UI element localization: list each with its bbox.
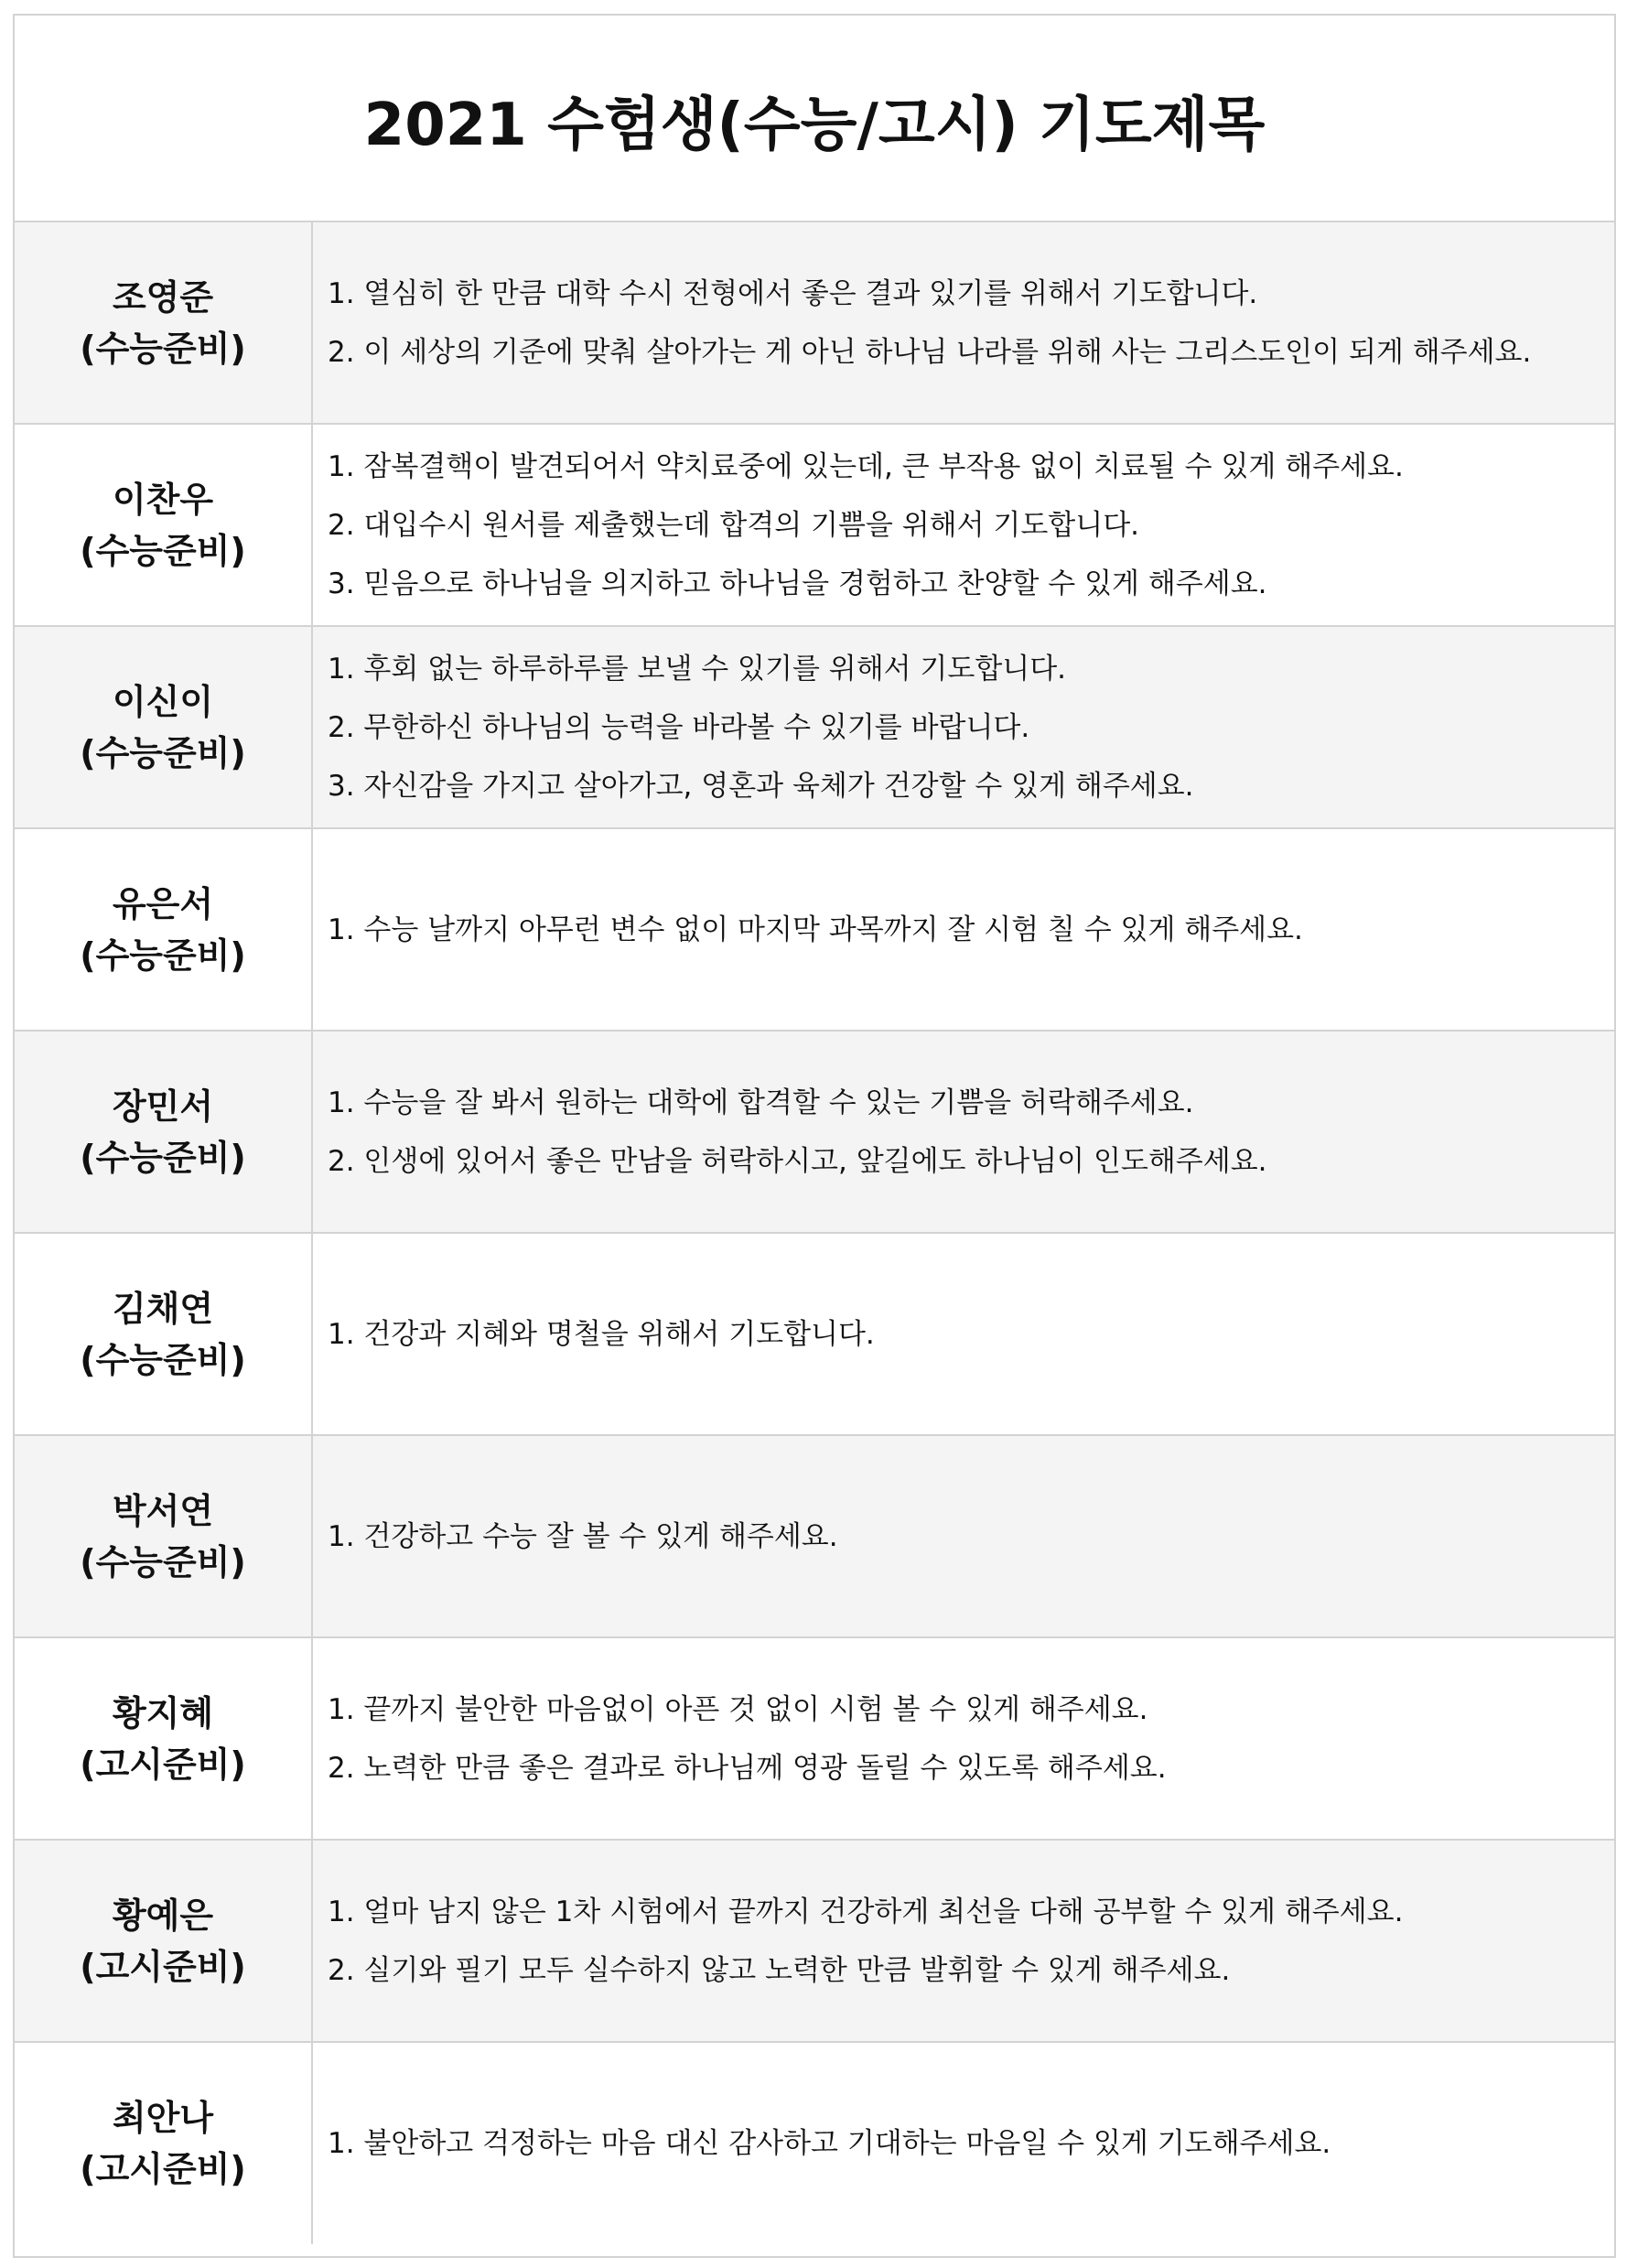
person-name: 최안나: [112, 2098, 214, 2138]
prayer-item: 1. 건강과 지혜와 명철을 위해서 기도합니다.: [328, 1317, 875, 1351]
prayer-item: 2. 이 세상의 기준에 맞춰 살아가는 게 아닌 하나님 나라를 위해 사는 그리스도인이 되게 해주세요.: [328, 335, 1532, 369]
person-cell: [15, 425, 313, 625]
prayer-item: 1. 잠복결핵이 발견되어서 약치료중에 있는데, 큰 부작용 없이 치료될 수 있게 해주세요.: [328, 449, 1404, 483]
prayer-item: 1. 불안하고 걱정하는 마음 대신 감사하고 기대하는 마음일 수 있게 기도해주세요.: [328, 2127, 1331, 2160]
prayer-items-cell: [313, 1841, 1614, 2041]
person-name: 김채연: [112, 1288, 214, 1329]
prayer-items-cell: [313, 1031, 1614, 1232]
person-name: 황예은: [112, 1895, 214, 1936]
table-row: [15, 829, 1614, 1031]
person-category: (수능준비): [80, 1339, 246, 1380]
prayer-item: 3. 자신감을 가지고 살아가고, 영혼과 육체가 건강할 수 있게 해주세요.: [328, 769, 1194, 803]
prayer-item: 1. 후회 없는 하루하루를 보낼 수 있기를 위해서 기도합니다.: [328, 652, 1067, 686]
person-category: (고시준비): [80, 1744, 246, 1785]
person-name: 이찬우: [112, 479, 214, 520]
person-name: 박서연: [112, 1490, 214, 1531]
person-cell: [15, 1841, 313, 2041]
prayer-item: 1. 열심히 한 만큼 대학 수시 전형에서 좋은 결과 있기를 위해서 기도합니다.: [328, 276, 1258, 310]
person-name: 유은서: [112, 883, 214, 924]
table-row: [15, 1031, 1614, 1234]
table-row: [15, 222, 1614, 425]
person-cell: [15, 627, 313, 827]
page-title: 2021 수험생(수능/고시) 기도제목: [363, 92, 1266, 159]
person-name: 이신이: [112, 681, 214, 722]
table-row: [15, 2043, 1614, 2244]
prayer-items-cell: [313, 829, 1614, 1030]
prayer-item: 1. 수능 날까지 아무런 변수 없이 마지막 과목까지 잘 시험 칠 수 있게 해주세요.: [328, 913, 1303, 946]
prayer-items-cell: [313, 1234, 1614, 1434]
person-category: (수능준비): [80, 1541, 246, 1582]
table-row: [15, 1436, 1614, 1638]
person-cell: [15, 829, 313, 1030]
prayer-items-cell: [313, 425, 1614, 625]
prayer-items-cell: [313, 222, 1614, 423]
table-row: [15, 1638, 1614, 1841]
person-category: (수능준비): [80, 732, 246, 773]
prayer-items-cell: [313, 1638, 1614, 1839]
person-cell: [15, 1031, 313, 1232]
person-cell: [15, 222, 313, 423]
prayer-item: 3. 믿음으로 하나님을 의지하고 하나님을 경험하고 찬양할 수 있게 해주세요.: [328, 567, 1267, 600]
person-name: 장민서: [112, 1085, 214, 1127]
table-row: [15, 1234, 1614, 1436]
prayer-item: 2. 노력한 만큼 좋은 결과로 하나님께 영광 돌릴 수 있도록 해주세요.: [328, 1751, 1167, 1785]
prayer-item: 2. 대입수시 원서를 제출했는데 합격의 기쁨을 위해서 기도합니다.: [328, 508, 1140, 542]
person-category: (수능준비): [80, 530, 246, 571]
person-category: (수능준비): [80, 328, 246, 369]
person-category: (수능준비): [80, 934, 246, 976]
prayer-item: 1. 수능을 잘 봐서 원하는 대학에 합격할 수 있는 기쁨을 허락해주세요.: [328, 1085, 1194, 1119]
person-cell: [15, 1638, 313, 1839]
person-category: (수능준비): [80, 1137, 246, 1178]
person-category: (고시준비): [80, 1946, 246, 1987]
prayer-items-cell: [313, 2043, 1614, 2244]
table-row: [15, 425, 1614, 627]
prayer-table: [15, 222, 1614, 2244]
prayer-item: 1. 건강하고 수능 잘 볼 수 있게 해주세요.: [328, 1519, 838, 1553]
title-header: [15, 16, 1614, 222]
table-row: [15, 1841, 1614, 2043]
person-category: (고시준비): [80, 2149, 246, 2189]
prayer-item: 2. 인생에 있어서 좋은 만남을 허락하시고, 앞길에도 하나님이 인도해주세요.: [328, 1144, 1267, 1178]
prayer-item: 1. 끝까지 불안한 마음없이 아픈 것 없이 시험 볼 수 있게 해주세요.: [328, 1692, 1148, 1726]
prayer-list-document: [13, 14, 1616, 2258]
person-cell: [15, 1436, 313, 1636]
prayer-items-cell: [313, 1436, 1614, 1636]
table-row: [15, 627, 1614, 829]
prayer-items-cell: [313, 627, 1614, 827]
prayer-item: 2. 실기와 필기 모두 실수하지 않고 노력한 만큼 발휘할 수 있게 해주세요.: [328, 1953, 1231, 1987]
person-name: 조영준: [112, 276, 214, 318]
person-cell: [15, 1234, 313, 1434]
person-cell: [15, 2043, 313, 2244]
prayer-item: 1. 얼마 남지 않은 1차 시험에서 끝까지 건강하게 최선을 다해 공부할 수 있게 해주세요.: [328, 1895, 1404, 1928]
prayer-item: 2. 무한하신 하나님의 능력을 바라볼 수 있기를 바랍니다.: [328, 710, 1030, 744]
person-name: 황지혜: [112, 1692, 214, 1733]
